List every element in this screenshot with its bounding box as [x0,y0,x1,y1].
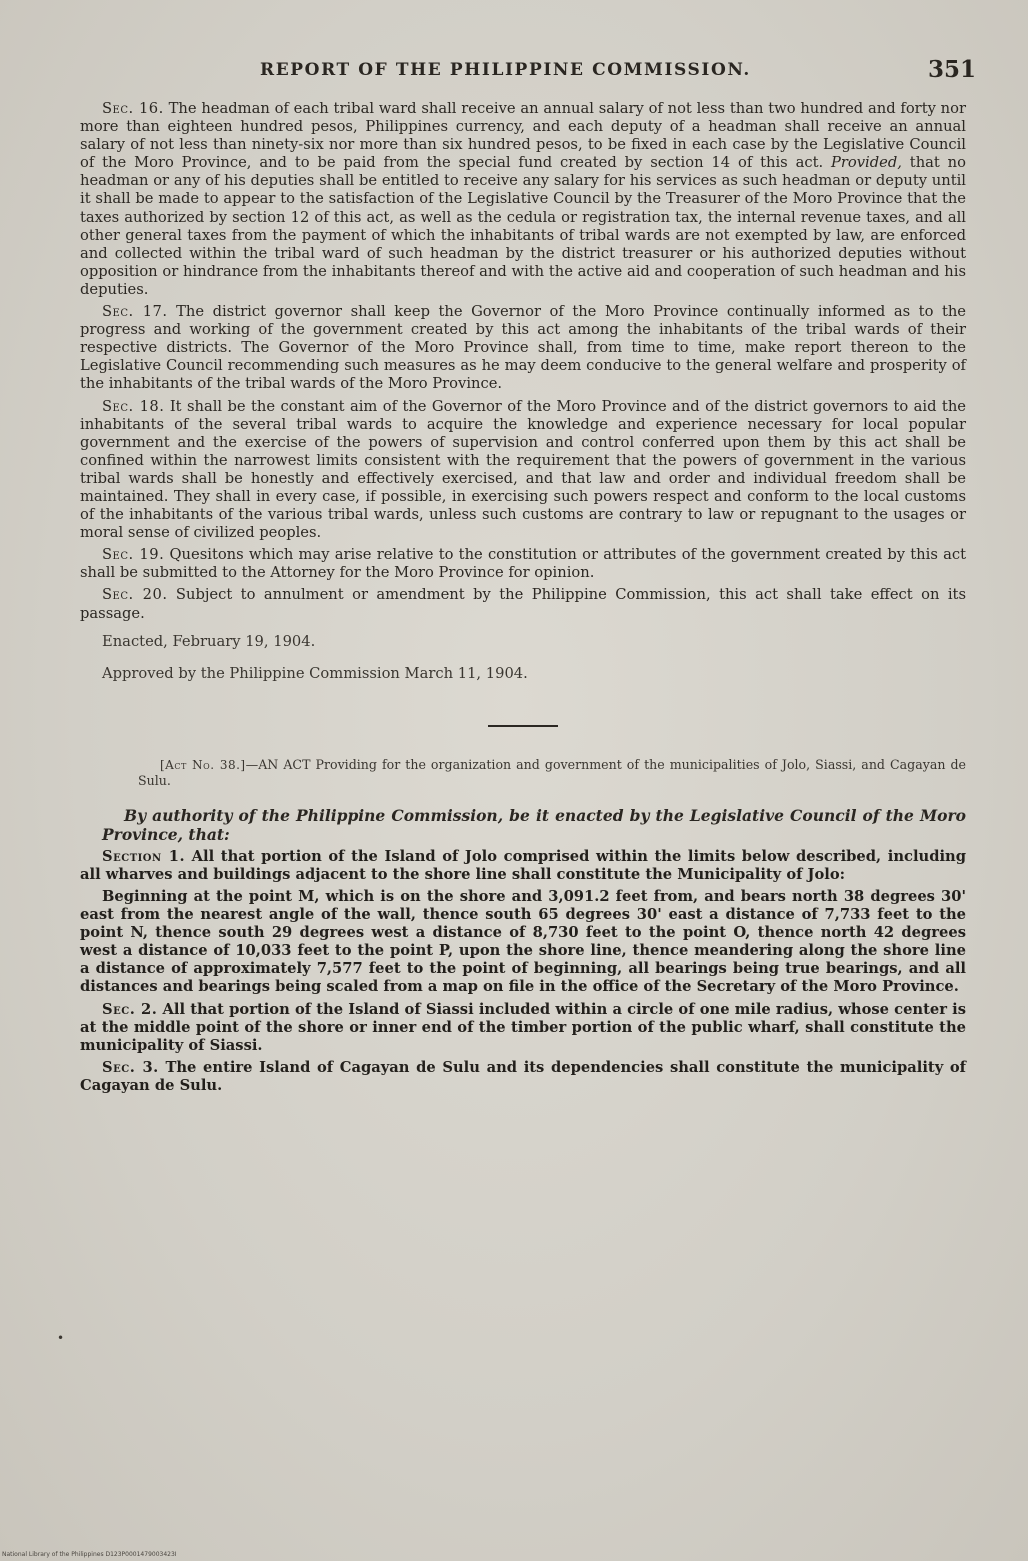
enacted-date: Enacted, February 19, 1904. [102,632,316,650]
approved-date: Approved by the Philippine Commission March 11, 1904. [102,664,528,682]
section-17-paragraph [80,303,966,393]
act-38-caption [100,757,966,788]
section-16-proviso: Provided, [831,154,902,172]
enacting-clause: By authority of the Philippine Commission, be it enacted by the Legislative Council of the Moro Province, that: [102,805,966,844]
section-18-text: It shall be the constant aim of the Governor of the Moro Province and of the district governors to aid the inhabitants of the several tribal wards to acquire the knowledge and experience necessary for local popular government and the exercise of the powers of supervision and control conferred upon them by this act shall be confined within the narrowest limits consistent with the requirement that the powers of government in the various tribal wards shall be honestly and effectively exercised, and that law and order and individual freedom shall be maintained. They shall in every case, if possible, in exercising such powers respect and conform to the local customs of the inhabitants of the various tribal wards, unless such customs are contrary to law or repugnant to the usages or moral sense of civilized peoples. [80,397,966,542]
section-20-paragraph [80,586,966,622]
act-38-section-2 [80,1001,966,1055]
section-18-label: Sec. 18. [102,397,165,415]
section-16-text-b: that no headman or any of his deputies shall be entitled to receive any salary for his services as such headman or deputy until it shall be made to appear to the satisfaction of the Legislative Council by the Treasurer of the Moro Province that the taxes authorized by section 12 of this act, as well as the cedula or registration tax, the internal revenue taxes, and all other general taxes from the payment of which the inhabitants of tribal wards are not exempted by law, are enforced and collected within the tribal ward of such headman by the district treasurer or his authorized deputies without opposition or hindrance from the inhabitants thereof and with the active aid and cooperation of such headman and his deputies. [80,154,966,298]
act-38-number: [Act No. 38.] [160,757,246,772]
jolo-boundary-description: Beginning at the point M, which is on the shore and 3,091.2 feet from, and bears north 38 degrees 30' east from the nearest angle of the wall, thence south 65 degrees 30' east a distance of 7,733 feet to the point N, thence south 29 degrees west a distance of 8,730 feet to the point O, thence north 42 degrees west a distance of 10,033 feet to the point P, upon the shore line, thence meandering along the shore line a distance of approximately 7,577 feet to the point of beginning, all bearings being true bearings, and all distances and bearings being scaled from a map on file in the office of the Secretary of the Moro Province. [80,888,966,996]
section-16-text-a: The headman of each tribal ward shall receive an annual salary of not less than two hundred and forty nor more than eighteen hundred pesos, Philippines currency, and each deputy of a headman shall receive an annual salary of not less than ninety-six nor more than six hundred pesos, to be fixed in each case by the Legislative Council of the Moro Province, and to be paid from the special fund created by section 14 of this act. [80,100,966,172]
act-38-section-2-label: Sec. 2. [102,1000,158,1018]
act-38-section-3-text: The entire Island of Cagayan de Sulu and its dependencies shall constitute the municipality of Cagayan de Sulu. [80,1058,966,1094]
act-38-title: —AN ACT Providing for the organization and government of the municipalities of Jolo, Siassi, and Cagayan de Sulu. [138,756,966,788]
scan-footer-note: National Library of the Philippines D123P0001479003423I [2,1551,177,1558]
section-divider-rule [488,725,558,727]
section-19-label: Sec. 19. [102,546,165,564]
running-head: REPORT OF THE PHILIPPINE COMMISSION. [260,60,751,80]
act-38-section-3 [80,1059,966,1095]
act-38-section-1-text: All that portion of the Island of Jolo comprised within the limits below described, including all wharves and buildings adjacent to the shore line shall constitute the Municipality of Jolo: [80,847,966,883]
act-38-section-1 [80,848,966,884]
section-20-text: Subject to annulment or amendment by the Philippine Commission, this act shall take effect on its passage. [80,586,966,622]
section-17-text: The district governor shall keep the Governor of the Moro Province continually informed as to the progress and working of the government created by this act among the inhabitants of the tribal wards of their respective districts. The Governor of the Moro Province shall, from time to time, make report thereon to the Legislative Council recommending such measures as he may deem conducive to the general welfare and prosperity of the inhabitants of the tribal wards of the Moro Province. [80,303,966,393]
section-19-text: Quesitons which may arise relative to the constitution or attributes of the government created by this act shall be submitted to the Attorney for the Moro Province for opinion. [80,546,966,582]
section-16-label: Sec. 16. [102,100,164,117]
page-number: 351 [927,56,976,83]
section-18-paragraph [80,398,966,543]
section-17-label: Sec. 17. [102,303,168,321]
section-16-paragraph [80,100,966,299]
act-38-section-3-label: Sec. 3. [102,1058,159,1076]
section-19-paragraph [80,546,966,582]
act-38-body [80,848,966,1095]
act-38-section-2-text: All that portion of the Island of Siassi included within a circle of one mile radius, whose center is at the middle point of the shore or inner end of the timber portion of the public wharf, shall constitute the municipality of Siassi. [80,1000,966,1054]
margin-bullet-mark: • [57,1331,65,1345]
act-38-section-1-label: Section 1. [102,847,186,865]
section-20-label: Sec. 20. [102,586,168,604]
page-body [80,100,966,1099]
page-header [80,58,980,88]
